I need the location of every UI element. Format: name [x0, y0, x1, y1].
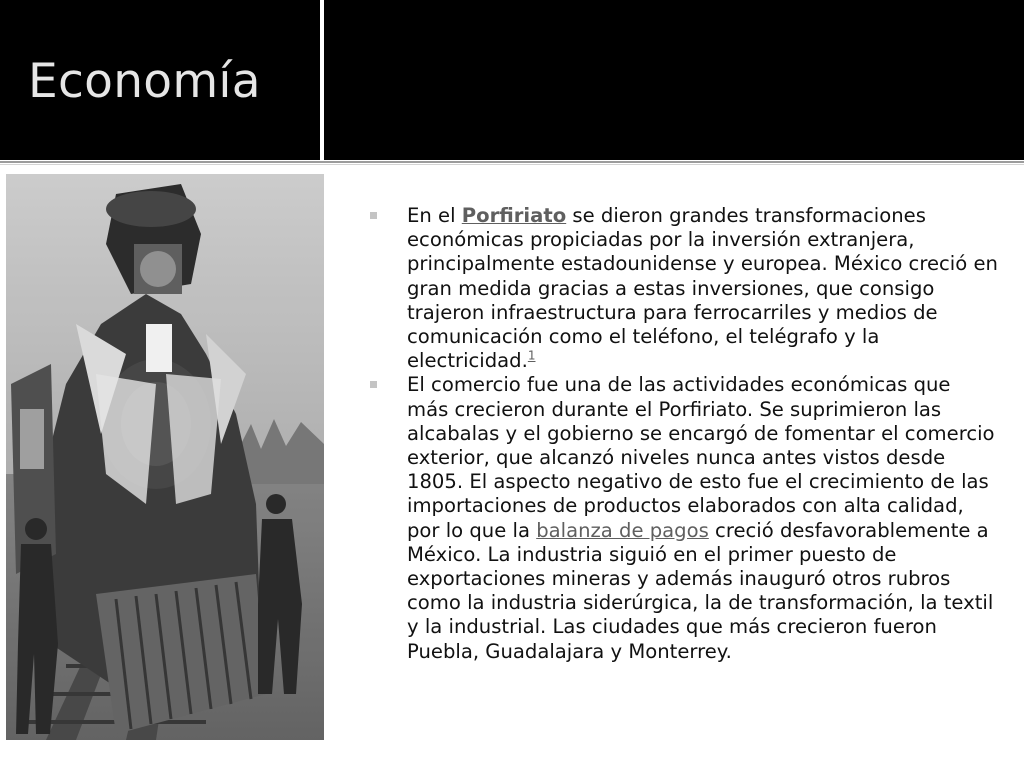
title-rule — [0, 161, 1024, 163]
locomotive-photo-image — [6, 174, 324, 740]
porfiriato-link[interactable]: Porfiriato — [461, 204, 567, 227]
bullet-text: En el — [407, 204, 462, 227]
slide-title: Economía — [28, 54, 261, 109]
bullet-item — [370, 204, 998, 373]
bullet-text: creció desfavorablemente a México. La industria siguió en el primer puesto de exportaciones mineras y además inauguró otros rubros como la industria siderúrgica, la de transformación, la textil y la industrial. Las ciudades que más crecieron fueron Puebla, Guadalajara y Monterrey. — [407, 518, 994, 663]
bullet-item — [370, 373, 998, 663]
bullet-list — [370, 204, 998, 664]
title-rule-secondary — [0, 164, 1024, 165]
balanza-de-pagos-link[interactable]: balanza de pagos — [536, 518, 709, 542]
bullet-text: El comercio fue una de las actividades económicas que más crecieron durante el Porfiriato. Se suprimieron las alcabalas y el gobierno se encargó de fomentar el comercio exterior, que alcanzó niveles nunca antes vistos desde 1805. El aspecto negativo de esto fue el crecimiento de las importaciones de productos elaborados con alta calidad, por lo que la — [407, 373, 995, 542]
footnote-link[interactable]: 1 — [527, 348, 536, 363]
locomotive-photo — [6, 174, 324, 740]
bullet-marker — [370, 381, 377, 388]
bullet-text: se dieron grandes transformaciones económicas propiciadas por la inversión extranjera, principalmente estadounidense y europea. México creció en gran medida gracias a estas inversiones, que consigo trajeron infraestructura para ferrocarriles y medios de comunicación como el teléfono, el telégrafo y la electricidad. — [407, 204, 998, 373]
content-area — [370, 204, 998, 664]
title-divider — [320, 0, 324, 161]
bullet-marker — [370, 212, 377, 219]
